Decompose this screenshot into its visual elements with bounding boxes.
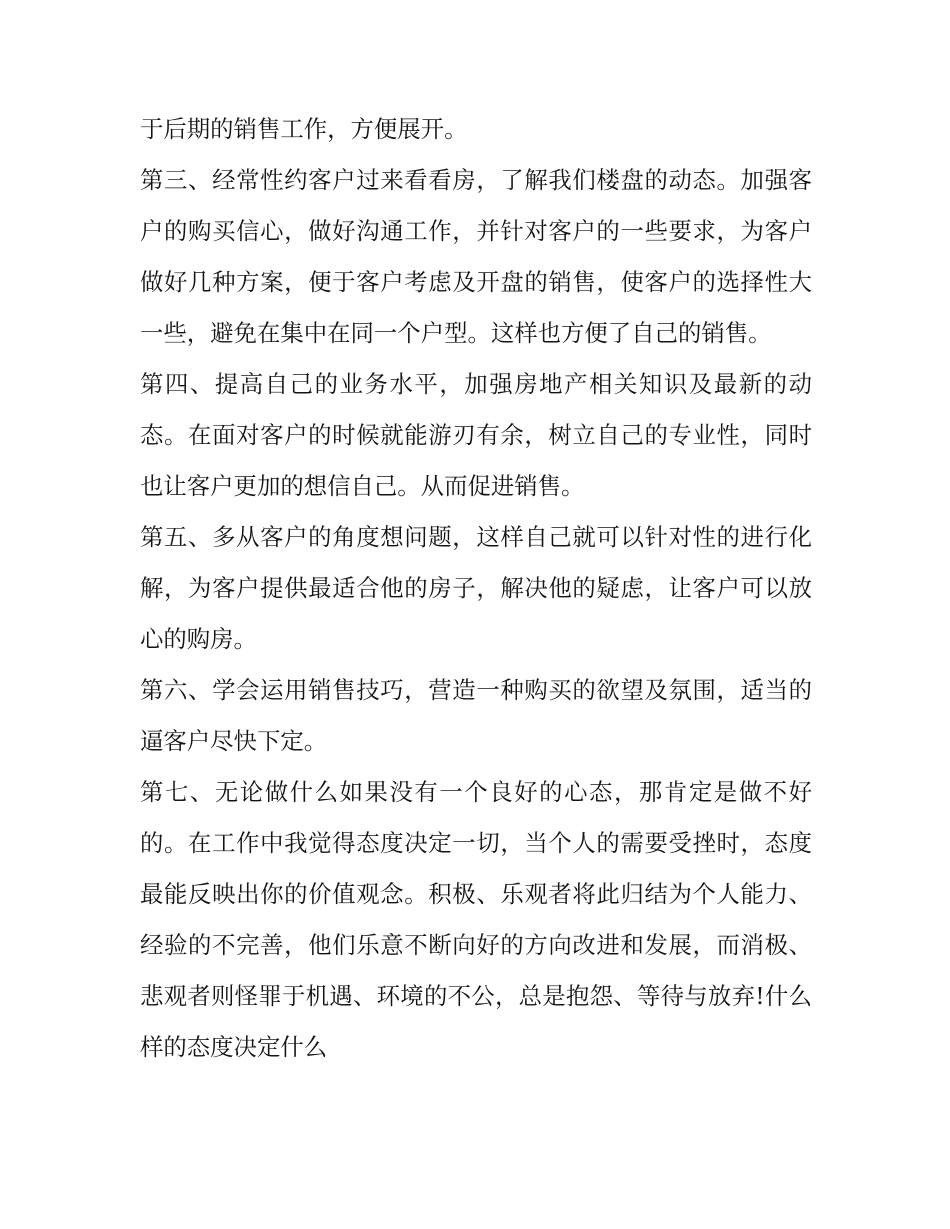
paragraph-point-five: 第五、多从客户的角度想问题，这样自己就可以针对性的进行化解，为客户提供最适合他的房子，解决他的疑虑，让客户可以放心的购房。 <box>140 523 812 653</box>
paragraph-point-four: 第四、提高自己的业务水平，加强房地产相关知识及最新的动态。在面对客户的时候就能游刃有余，树立自己的专业性，同时也让客户更加的想信自己。从而促进销售。 <box>140 370 812 500</box>
paragraph-point-seven: 第七、无论做什么如果没有一个良好的心态，那肯定是做不好的。在工作中我觉得态度决定一切，当个人的需要受挫时，态度最能反映出你的价值观念。积极、乐观者将此归结为个人能力、经验的不完善，他们乐意不断向好的方向改进和发展，而消极、悲观者则怪罪于机遇、环境的不公，总是抱怨、等待与放弃!什么样的态度决定什么 <box>140 778 812 1061</box>
paragraph-point-three: 第三、经常性约客户过来看看房，了解我们楼盘的动态。加强客户的购买信心，做好沟通工作，并针对客户的一些要求，为客户做好几种方案，便于客户考虑及开盘的销售，使客户的选择性大一些，避免在集中在同一个户型。这样也方便了自己的销售。 <box>140 166 812 347</box>
paragraph-continuation: 于后期的销售工作，方便展开。 <box>140 115 468 143</box>
paragraph-point-six: 第六、学会运用销售技巧，营造一种购买的欲望及氛围，适当的逼客户尽快下定。 <box>140 676 812 755</box>
document-page <box>140 104 812 1073</box>
